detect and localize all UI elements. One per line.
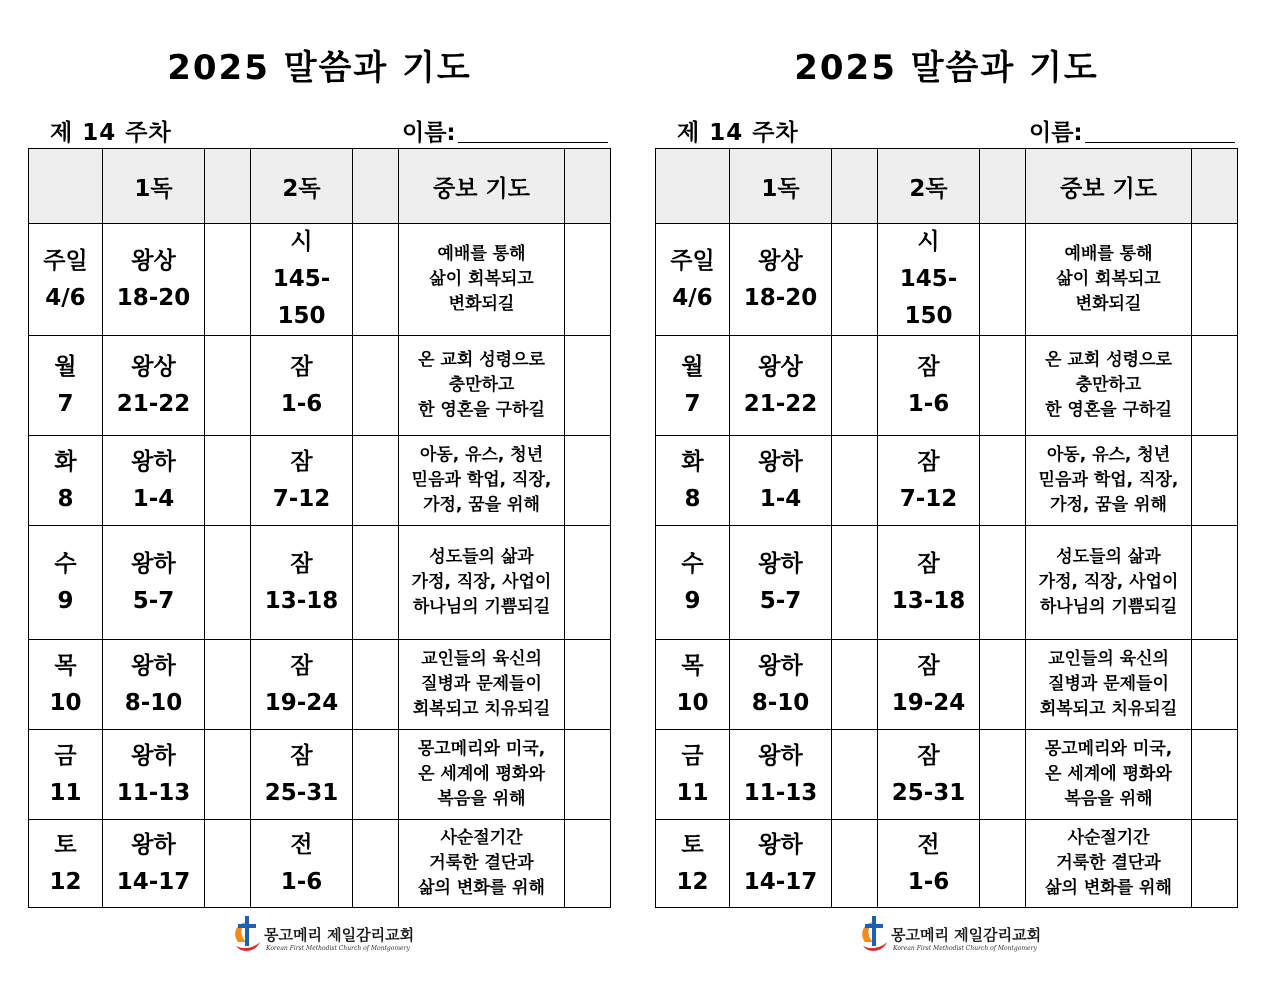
header-check-2 [353,149,399,224]
day-cell [29,436,103,526]
church-logo [855,912,1055,958]
day-name: 목 [54,652,77,679]
prayer-cell [399,730,565,820]
reading-plan-table [28,148,611,908]
prayer-line: 질병과 문제들이 [1048,674,1169,694]
prayer-line: 복음을 위해 [1064,789,1153,809]
day-cell [656,730,730,820]
day-cell [29,224,103,336]
prayer-line: 온 세계에 평화와 [1045,764,1172,784]
prayer-cell [399,820,565,908]
prayer-line: 가정, 꿈을 위해 [1050,495,1167,515]
reading-1-chapters: 14-17 [116,868,191,895]
day-cell [29,526,103,640]
day-cell [29,640,103,730]
reading-2-cell [878,820,980,908]
check-2-cell [353,224,399,336]
reading-2-book: 시 [290,229,313,255]
prayer-cell [1026,336,1192,436]
reading-1-cell [103,436,205,526]
reading-1-book: 왕상 [131,247,176,274]
reading-1-chapters: 5-7 [759,587,802,614]
page-title: 2025 말씀과 기도 [167,48,472,88]
reading-2-book: 잠 [290,448,313,475]
check-2-cell [980,640,1026,730]
cross-flame-icon [228,912,268,956]
reading-2-chapters: 145-150 [272,266,331,329]
day-name: 월 [681,353,704,380]
check-3-cell [565,730,611,820]
reading-1-book: 왕하 [131,742,176,769]
reading-2-book: 전 [917,831,940,858]
check-3-cell [1192,730,1238,820]
reading-2-book: 잠 [290,353,313,380]
check-3-cell [1192,820,1238,908]
reading-1-book: 왕하 [758,448,803,475]
header-day [656,149,730,224]
check-2-cell [353,526,399,640]
reading-1-chapters: 11-13 [743,779,818,806]
reading-2-chapters: 7-12 [899,485,958,512]
prayer-line: 하나님의 기쁨되길 [412,597,551,617]
check-1-cell [832,224,878,336]
reading-1-book: 왕하 [758,742,803,769]
reading-1-cell [730,336,832,436]
prayer-cell [399,436,565,526]
check-3-cell [1192,336,1238,436]
prayer-cell [1026,640,1192,730]
reading-1-chapters: 1-4 [759,485,802,512]
reading-1-book: 왕하 [131,831,176,858]
reading-1-book: 왕상 [758,353,803,380]
table-row [656,730,1238,820]
prayer-line: 한 영혼을 구하길 [1045,400,1172,420]
prayer-line: 사순절기간 [440,828,523,848]
day-name: 토 [54,831,77,858]
reading-2-chapters: 1-6 [280,868,323,895]
check-2-cell [980,820,1026,908]
header-check-1 [832,149,878,224]
prayer-line: 삶이 회복되고 [429,269,534,289]
day-date: 10 [49,689,82,716]
table-row [29,526,611,640]
reading-1-chapters: 14-17 [743,868,818,895]
church-subtitle: Korean First Methodist Church of Montgomery [893,945,1037,952]
check-2-cell [980,730,1026,820]
check-1-cell [205,336,251,436]
reading-2-cell [878,436,980,526]
check-2-cell [980,336,1026,436]
reading-2-cell [251,820,353,908]
table-row [29,436,611,526]
reading-2-cell [878,526,980,640]
reading-1-chapters: 5-7 [132,587,175,614]
day-name: 주일 [670,247,715,274]
church-logo [228,912,428,958]
table-row [29,640,611,730]
check-2-cell [353,730,399,820]
prayer-line: 믿음과 학업, 직장, [411,470,552,490]
left-sheet [28,0,648,989]
day-name: 화 [54,448,77,475]
reading-1-book: 왕하 [758,550,803,577]
reading-1-cell [730,730,832,820]
prayer-cell [1026,526,1192,640]
reading-1-cell [730,224,832,336]
prayer-cell [399,526,565,640]
name-field-line [1085,142,1235,143]
check-1-cell [832,526,878,640]
day-cell [656,820,730,908]
reading-2-cell [878,640,980,730]
header-check-3 [565,149,611,224]
week-label: 제 14 주차 [50,120,172,146]
day-date: 8 [684,485,701,512]
reading-2-book: 잠 [290,652,313,679]
check-1-cell [205,224,251,336]
prayer-line: 온 교회 성령으로 [418,350,545,370]
day-name: 토 [681,831,704,858]
check-3-cell [1192,640,1238,730]
reading-1-cell [730,526,832,640]
day-name: 월 [54,353,77,380]
prayer-line: 가정, 직장, 사업이 [1038,572,1179,592]
prayer-line: 교인들의 육신의 [421,649,542,669]
day-date: 7 [684,390,701,417]
prayer-line: 예배를 통해 [437,244,526,264]
check-1-cell [205,526,251,640]
reading-2-cell [251,436,353,526]
prayer-cell [399,640,565,730]
prayer-line: 하나님의 기쁨되길 [1039,597,1178,617]
table-row [656,640,1238,730]
page-title: 2025 말씀과 기도 [794,48,1099,88]
check-1-cell [205,730,251,820]
check-2-cell [980,224,1026,336]
reading-1-cell [103,336,205,436]
check-1-cell [832,640,878,730]
day-date: 12 [676,868,709,895]
check-3-cell [1192,526,1238,640]
church-subtitle: Korean First Methodist Church of Montgomery [266,945,410,952]
day-name: 화 [681,448,704,475]
table-row [656,526,1238,640]
prayer-line: 가정, 꿈을 위해 [423,495,540,515]
check-1-cell [832,820,878,908]
reading-1-book: 왕상 [131,353,176,380]
table-header-row [656,149,1238,224]
day-cell [656,224,730,336]
day-cell [29,336,103,436]
reading-2-chapters: 7-12 [272,485,331,512]
reading-2-book: 시 [917,229,940,255]
table-row [656,336,1238,436]
day-name: 금 [54,742,77,769]
check-3-cell [1192,436,1238,526]
prayer-cell [399,224,565,336]
day-date: 9 [57,587,74,614]
prayer-line: 변화되길 [1075,294,1142,314]
day-date: 4/6 [672,284,713,311]
check-2-cell [980,526,1026,640]
church-name: 몽고메리 제일감리교회 [264,926,415,944]
reading-2-chapters: 19-24 [264,689,339,716]
reading-1-cell [103,730,205,820]
prayer-line: 회복되고 치유되길 [412,699,551,719]
reading-2-chapters: 25-31 [891,779,966,806]
prayer-line: 온 교회 성령으로 [1045,350,1172,370]
reading-2-book: 잠 [917,652,940,679]
reading-1-cell [730,820,832,908]
day-date: 12 [49,868,82,895]
name-field-line [458,142,608,143]
day-date: 4/6 [45,284,86,311]
reading-1-chapters: 21-22 [116,390,191,417]
day-date: 11 [676,779,709,806]
table-row [29,820,611,908]
check-2-cell [353,640,399,730]
prayer-cell [1026,730,1192,820]
reading-2-book: 잠 [290,742,313,769]
check-3-cell [565,820,611,908]
check-2-cell [353,336,399,436]
reading-2-book: 잠 [917,550,940,577]
check-1-cell [832,436,878,526]
week-label: 제 14 주차 [677,120,799,146]
prayer-line: 거룩한 결단과 [1056,853,1161,873]
reading-2-book: 잠 [290,550,313,577]
reading-1-chapters: 21-22 [743,390,818,417]
reading-2-chapters: 25-31 [264,779,339,806]
check-3-cell [565,436,611,526]
header-reading-1: 1독 [730,149,832,224]
check-2-cell [353,820,399,908]
reading-2-book: 잠 [917,353,940,380]
prayer-cell [1026,436,1192,526]
day-name: 금 [681,742,704,769]
check-3-cell [565,336,611,436]
day-date: 8 [57,485,74,512]
name-label: 이름: [402,120,456,146]
reading-1-chapters: 8-10 [124,689,183,716]
right-sheet [655,0,1275,989]
prayer-line: 거룩한 결단과 [429,853,534,873]
prayer-line: 아동, 유스, 청년 [1046,445,1171,465]
prayer-line: 삶의 변화를 위해 [1045,878,1172,898]
day-date: 11 [49,779,82,806]
table-row [656,820,1238,908]
prayer-cell [1026,820,1192,908]
day-name: 수 [681,550,704,577]
table-row [29,224,611,336]
header-check-2 [980,149,1026,224]
header-reading-1: 1독 [103,149,205,224]
prayer-line: 복음을 위해 [437,789,526,809]
check-1-cell [832,730,878,820]
reading-2-cell [251,640,353,730]
reading-1-book: 왕하 [758,831,803,858]
prayer-line: 한 영혼을 구하길 [418,400,545,420]
reading-plan-table [655,148,1238,908]
reading-2-cell [251,224,353,336]
reading-2-chapters: 1-6 [907,390,950,417]
prayer-line: 사순절기간 [1067,828,1150,848]
reading-1-cell [103,820,205,908]
reading-1-chapters: 11-13 [116,779,191,806]
cross-flame-icon [855,912,895,956]
reading-1-chapters: 8-10 [751,689,810,716]
reading-2-cell [251,526,353,640]
prayer-line: 충만하고 [1075,375,1142,395]
prayer-line: 몽고메리와 미국, [417,739,546,759]
check-3-cell [565,224,611,336]
header-reading-2: 2독 [251,149,353,224]
reading-1-cell [103,640,205,730]
prayer-line: 가정, 직장, 사업이 [411,572,552,592]
prayer-line: 회복되고 치유되길 [1039,699,1178,719]
table-row [29,336,611,436]
name-label: 이름: [1029,120,1083,146]
prayer-line: 예배를 통해 [1064,244,1153,264]
reading-2-book: 잠 [917,448,940,475]
church-name: 몽고메리 제일감리교회 [891,926,1042,944]
day-date: 7 [57,390,74,417]
prayer-line: 아동, 유스, 청년 [419,445,544,465]
header-day [29,149,103,224]
header-prayer: 중보 기도 [1026,149,1192,224]
reading-2-chapters: 145-150 [899,266,958,329]
day-date: 9 [684,587,701,614]
day-cell [656,526,730,640]
reading-1-book: 왕하 [131,448,176,475]
reading-2-chapters: 13-18 [264,587,339,614]
reading-2-cell [878,224,980,336]
reading-1-chapters: 18-20 [116,284,191,311]
day-cell [29,730,103,820]
header-reading-2: 2독 [878,149,980,224]
reading-2-cell [878,730,980,820]
prayer-line: 삶의 변화를 위해 [418,878,545,898]
check-1-cell [205,436,251,526]
reading-2-book: 잠 [917,742,940,769]
reading-2-cell [251,730,353,820]
reading-1-book: 왕상 [758,247,803,274]
day-cell [656,336,730,436]
reading-2-cell [251,336,353,436]
prayer-line: 온 세계에 평화와 [418,764,545,784]
prayer-line: 성도들의 삶과 [429,547,534,567]
reading-2-chapters: 19-24 [891,689,966,716]
day-cell [656,640,730,730]
day-name: 주일 [43,247,88,274]
prayer-line: 변화되길 [448,294,515,314]
prayer-line: 성도들의 삶과 [1056,547,1161,567]
table-row [29,730,611,820]
header-check-1 [205,149,251,224]
reading-1-book: 왕하 [131,550,176,577]
prayer-cell [399,336,565,436]
reading-2-chapters: 1-6 [907,868,950,895]
prayer-line: 질병과 문제들이 [421,674,542,694]
check-3-cell [565,640,611,730]
reading-1-cell [103,224,205,336]
reading-2-cell [878,336,980,436]
check-1-cell [832,336,878,436]
table-header-row [29,149,611,224]
check-3-cell [1192,224,1238,336]
prayer-line: 충만하고 [448,375,515,395]
prayer-line: 교인들의 육신의 [1048,649,1169,669]
table-row [656,224,1238,336]
header-check-3 [1192,149,1238,224]
check-2-cell [353,436,399,526]
day-name: 목 [681,652,704,679]
check-1-cell [205,640,251,730]
reading-2-book: 전 [290,831,313,858]
table-row [656,436,1238,526]
header-prayer: 중보 기도 [399,149,565,224]
reading-2-chapters: 1-6 [280,390,323,417]
check-2-cell [980,436,1026,526]
reading-1-cell [730,640,832,730]
day-name: 수 [54,550,77,577]
check-1-cell [205,820,251,908]
prayer-cell [1026,224,1192,336]
reading-1-chapters: 18-20 [743,284,818,311]
prayer-line: 믿음과 학업, 직장, [1038,470,1179,490]
day-cell [29,820,103,908]
prayer-line: 몽고메리와 미국, [1044,739,1173,759]
reading-1-book: 왕하 [131,652,176,679]
reading-1-cell [103,526,205,640]
prayer-line: 삶이 회복되고 [1056,269,1161,289]
reading-2-chapters: 13-18 [891,587,966,614]
day-date: 10 [676,689,709,716]
reading-1-cell [730,436,832,526]
check-3-cell [565,526,611,640]
reading-1-chapters: 1-4 [132,485,175,512]
reading-1-book: 왕하 [758,652,803,679]
day-cell [656,436,730,526]
